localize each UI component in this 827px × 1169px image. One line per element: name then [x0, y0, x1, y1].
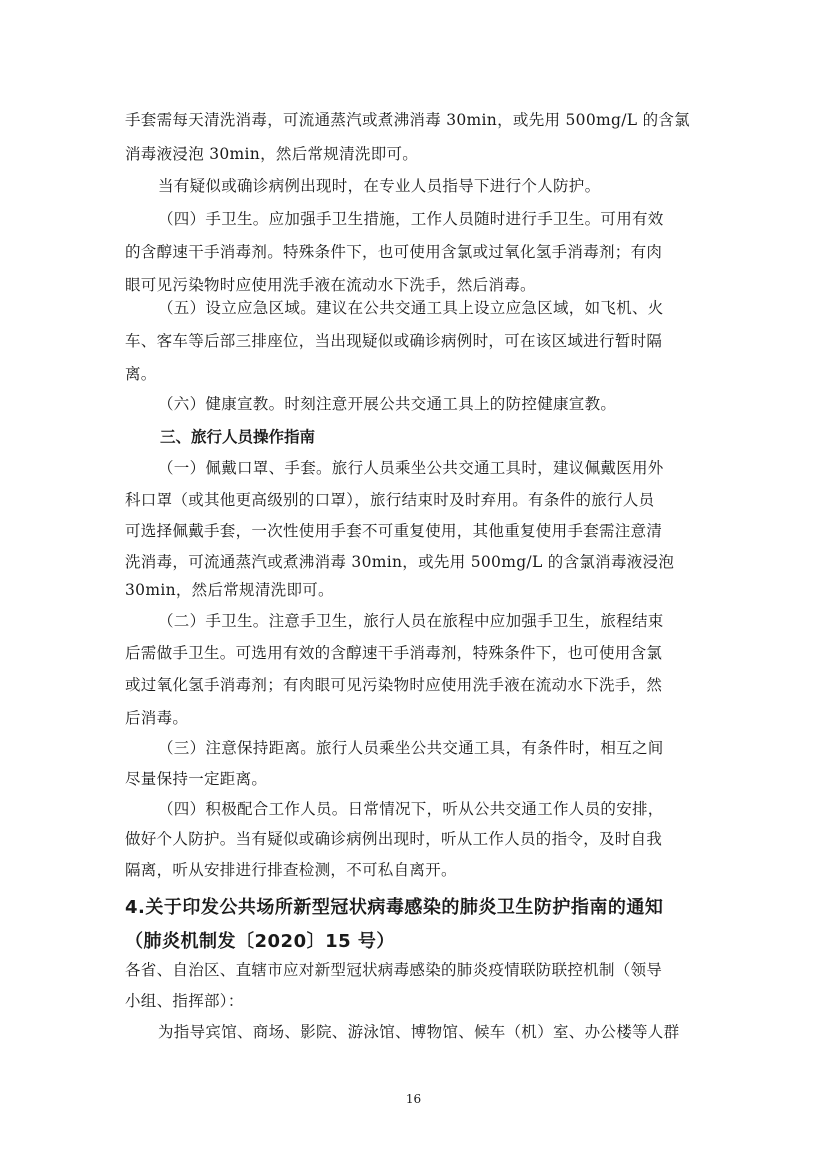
body-text-line: 车、客车等后部三排座位，当出现疑似或确诊病例时，可在该区域进行暂时隔: [125, 332, 663, 350]
body-text-line: 洗消毒，可流通蒸汽或煮沸消毒 30min，或先用 500mg/L 的含氯消毒液浸泡: [125, 553, 675, 571]
body-text-line: 的含醇速干手消毒剂。特殊条件下，也可使用含氯或过氧化氢手消毒剂；有肉: [125, 243, 663, 261]
document-title: 4.关于印发公共场所新型冠状病毒感染的肺炎卫生防护指南的通知: [125, 897, 664, 918]
body-text-line: 做好个人防护。当有疑似或确诊病例出现时，听从工作人员的指令，及时自我: [125, 830, 663, 848]
body-text-line: 手套需每天清洗消毒，可流通蒸汽或煮沸消毒 30min，或先用 500mg/L 的含氯: [125, 111, 690, 129]
body-text-line: 当有疑似或确诊病例出现时，在专业人员指导下进行个人防护。: [158, 177, 601, 195]
body-text-line: （五）设立应急区域。建议在公共交通工具上设立应急区域，如飞机、火: [158, 299, 664, 317]
body-text-line: （二）手卫生。注意手卫生，旅行人员在旅程中应加强手卫生，旅程结束: [158, 612, 664, 630]
body-text-line: 后需做手卫生。可选用有效的含醇速干手消毒剂，特殊条件下，也可使用含氯: [125, 644, 663, 662]
body-text-line: 为指导宾馆、商场、影院、游泳馆、博物馆、候车（机）室、办公楼等人群: [158, 1023, 680, 1041]
body-text-line: 可选择佩戴手套，一次性使用手套不可重复使用，其他重复使用手套需注意清: [125, 522, 663, 540]
body-text-line: 或过氧化氢手消毒剂；有肉眼可见污染物时应使用洗手液在流动水下洗手，然: [125, 676, 663, 694]
body-text-line: 消毒液浸泡 30min，然后常规清洗即可。: [125, 145, 419, 163]
section-heading: 三、旅行人员操作指南: [160, 428, 316, 446]
page-number: 16: [405, 1092, 422, 1106]
body-text-line: （四）积极配合工作人员。日常情况下，听从公共交通工作人员的安排，: [158, 800, 664, 818]
body-text-line: 离。: [125, 365, 157, 383]
body-text-line: （三）注意保持距离。旅行人员乘坐公共交通工具，有条件时，相互之间: [158, 739, 664, 757]
body-text-line: 尽量保持一定距离。: [125, 770, 268, 788]
body-text-line: 各省、自治区、直辖市应对新型冠状病毒感染的肺炎疫情联防联控机制（领导: [125, 961, 663, 979]
body-text-line: 小组、指挥部）：: [125, 992, 244, 1010]
body-text-line: 30min，然后常规清洗即可。: [125, 581, 334, 599]
body-text-line: 眼可见污染物时应使用洗手液在流动水下洗手，然后消毒。: [125, 276, 536, 294]
body-text-line: 后消毒。: [125, 709, 189, 727]
body-text-line: （六）健康宣教。时刻注意开展公共交通工具上的防控健康宣教。: [158, 395, 617, 413]
body-text-line: 科口罩（或其他更高级别的口罩），旅行结束时及时弃用。有条件的旅行人员: [125, 491, 655, 509]
body-text-line: （四）手卫生。应加强手卫生措施，工作人员随时进行手卫生。可用有效: [158, 210, 664, 228]
document-title-number: （肺炎机制发〔2020〕15 号）: [125, 931, 395, 952]
body-text-line: 隔离，听从安排进行排查检测，不可私自离开。: [125, 861, 457, 879]
body-text-line: （一）佩戴口罩、手套。旅行人员乘坐公共交通工具时，建议佩戴医用外: [158, 459, 664, 477]
